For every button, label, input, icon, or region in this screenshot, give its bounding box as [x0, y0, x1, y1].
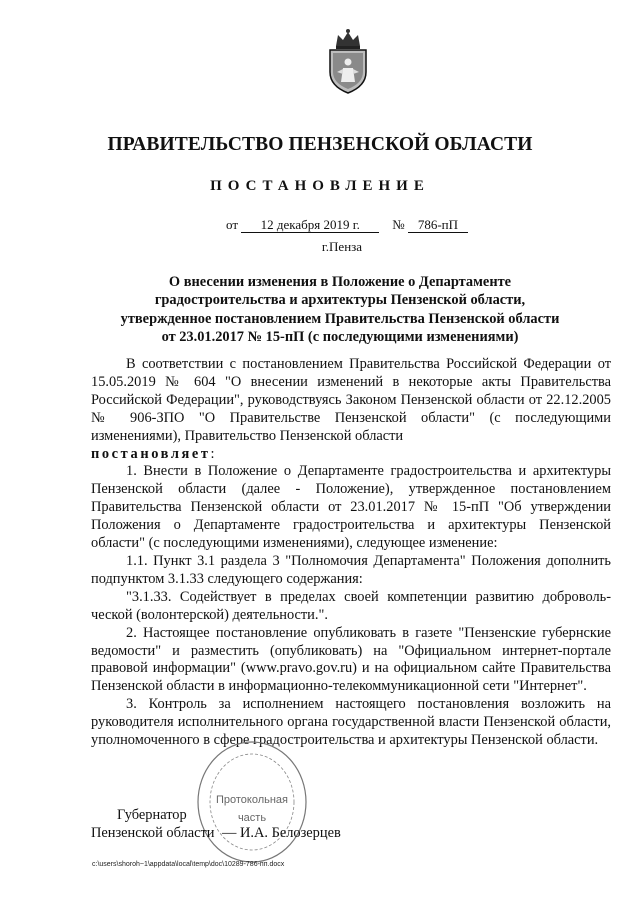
- date-prefix: от: [226, 217, 239, 232]
- subject-line: градостроительства и архитектуры Пензенской области,: [154, 292, 526, 309]
- subject-line: О внесении изменения в Положение о Департаменте: [168, 274, 512, 290]
- stamp-line-1: Протокольная: [215, 794, 289, 806]
- penza-coat-of-arms-icon: [324, 28, 372, 96]
- stamp-line-2: часть: [237, 812, 267, 824]
- document-body: [91, 356, 611, 750]
- signer-dash: —: [222, 825, 237, 841]
- preamble-paragraph: [91, 356, 611, 446]
- clause-1-1-quote: "3.1.33. Содействует в пределах своей компетенции развитию доброволь-ческой (волонтерской) деятельности.".: [91, 588, 611, 623]
- signer-title-line2: Пензенской области: [91, 825, 215, 841]
- protocol-stamp: [196, 740, 308, 864]
- document-subject: [110, 273, 570, 346]
- clause-1-1: 1.1. Пункт 3.1 раздела 3 "Полномочия Департамента" Положения дополнить подпунктом 3.1.33 следующего содержания:: [91, 552, 611, 587]
- city: г.Пенза: [321, 239, 363, 254]
- subject-line: утвержденное постановлением Правительства Пензенской области: [120, 310, 560, 327]
- clause-2: 2. Настоящее постановление опубликовать в газете "Пензенские губернские ведомости" и разместить (опубликовать) на "Официальном интернет-портале правовой информации" (www.pravo.gov.ru) и на официальном сайте Правительства Пензенской области в информационно-телекоммуникационной сети "Интернет".: [91, 624, 611, 695]
- signer-name-block: [222, 825, 341, 842]
- number-sign: №: [392, 217, 405, 232]
- resolves-word: постановляет: [91, 445, 211, 462]
- clause-3: 3. Контроль за исполнением настоящего постановления возложить на руководителя исполнительного органа государственной власти Пензенской области, уполномоченного в сфере градостроительства и архитектуры Пензенской области.: [91, 696, 611, 749]
- preamble-text: В соответствии с постановлением Правительства Российской Федерации от 15.05.2019 № 604 "О внесении изменений в некоторые акты Правительства Российской Федерации", руководствуясь Законом Пензенской области от 22.12.2005 № 906-ЗПО "О Правительстве Пензенской области" (с последующими изменениями), Правительство Пензенской области: [91, 356, 611, 444]
- date-number-line: [226, 217, 468, 233]
- resolves-suffix: :: [210, 445, 215, 462]
- subject-line: от 23.01.2017 № 15-пП (с последующими изменениями): [161, 328, 519, 345]
- signer-title-line1: Губернатор: [117, 807, 187, 823]
- footer-file-path: c:\users\shoroh~1\appdata\local\temp\doc\10289-786-пп.docx: [92, 861, 285, 868]
- document-number: 786-пП: [408, 218, 468, 233]
- document-date: 12 декабря 2019 г.: [241, 218, 379, 233]
- document-type: ПОСТАНОВЛЕНИЕ: [210, 178, 430, 194]
- signer-name: И.А. Белозерцев: [240, 825, 341, 841]
- resolves-paragraph: [91, 446, 611, 464]
- clause-1: 1. Внести в Положение о Департаменте градостроительства и архитектуры Пензенской области (далее - Положение), утвержденное постановлением Правительства Пензенской области от 23.01.2017 № 15-пП "Об утверждении Положения о Департаменте градостроительства и архитектуры Пензенской области" (с последующими изменениями), следующее изменение:: [91, 463, 611, 552]
- organization-title: ПРАВИТЕЛЬСТВО ПЕНЗЕНСКОЙ ОБЛАСТИ: [107, 134, 533, 155]
